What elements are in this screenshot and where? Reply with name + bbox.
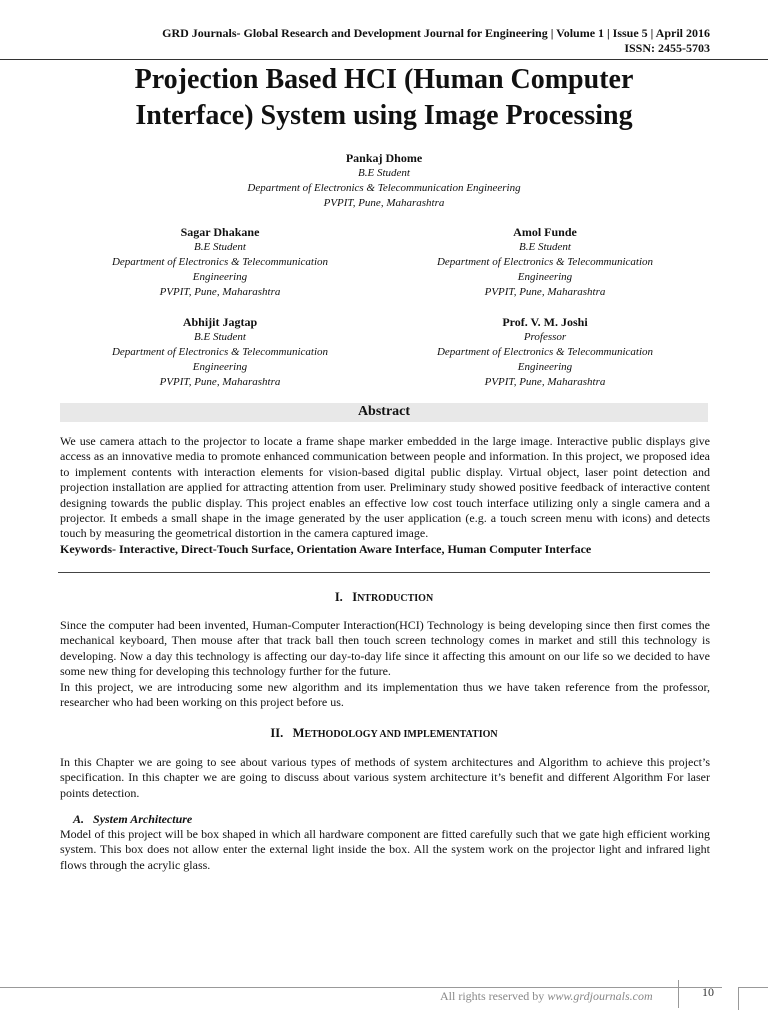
- journal-header: GRD Journals- Global Research and Development Journal for Engineering | Volume 1 | Issue 5 | April 2016: [162, 26, 710, 40]
- author-block-5: [385, 315, 705, 390]
- author-place: PVPIT, Pune, Maharashtra: [484, 376, 606, 388]
- author-place: PVPIT, Pune, Maharashtra: [323, 197, 445, 209]
- author-role: Professor: [523, 331, 567, 343]
- abstract-text: We use camera attach to the projector to locate a frame shape marker embedded in the large image. Interactive public displays give access as an innovative media to promote enhanced communication between people and information. In this project, we proposed idea to implement contents with interaction elements for vision-based digital public display. Virtual object, laser point detection and projection installation are applied for attracting attention from user. Preliminary study showed positive feedback of interactive content designing towards the public display. This project enables an effective low cost touch interface utilizing only a single camera and a projector. It embeds a small shape in the image generated by the user application (e.g. a touch screen menu with icons) and detects touch by measuring the geometrical distortion in the camera captured image.: [60, 434, 710, 541]
- author-block-1: [0, 151, 768, 211]
- abstract-body: [60, 434, 710, 557]
- methodology-body: [60, 755, 710, 801]
- abstract-divider: [58, 572, 710, 573]
- rights-text: All rights reserved by: [440, 989, 548, 1003]
- author-place: PVPIT, Pune, Maharashtra: [159, 376, 281, 388]
- author-name: Sagar Dhakane: [180, 225, 260, 239]
- author-dept: Department of Electronics & Telecommunication: [436, 256, 654, 268]
- section-heading-introduction: [0, 590, 768, 605]
- section-title-rest: ETHODOLOGY AND IMPLEMENTATION: [304, 729, 498, 740]
- author-dept: Department of Electronics & Telecommunication: [436, 346, 654, 358]
- author-role: B.E Student: [519, 241, 571, 253]
- author-block-2: [60, 225, 380, 300]
- author-dept-cont: Engineering: [192, 361, 248, 373]
- subsection-label: A.: [73, 812, 85, 826]
- section-number: I.: [334, 590, 343, 604]
- author-dept: Department of Electronics & Telecommunication Engineering: [247, 182, 521, 194]
- footer-rights: [440, 989, 653, 1004]
- page-corner-decoration: [738, 987, 768, 1010]
- section-heading-methodology: [0, 726, 768, 741]
- author-place: PVPIT, Pune, Maharashtra: [484, 286, 606, 298]
- author-name: Pankaj Dhome: [345, 151, 423, 165]
- subsection-heading: [73, 812, 192, 827]
- keywords-line: Keywords- Interactive, Direct-Touch Surface, Orientation Aware Interface, Human Computer Interface: [60, 541, 592, 556]
- author-block-4: [60, 315, 380, 390]
- author-dept: Department of Electronics & Telecommunication: [111, 256, 329, 268]
- section-title-rest: NTRODUCTION: [357, 593, 434, 604]
- author-block-3: [385, 225, 705, 300]
- header-divider: [0, 59, 768, 60]
- introduction-body: [60, 618, 710, 710]
- author-name: Amol Funde: [513, 225, 577, 239]
- methodology-para-1: In this Chapter we are going to see about various types of methods of system architectures and Algorithm to achieve this project’s specification. In this chapter we are going to discuss about various system architecture it’s benefit and different Algorithm For laser points detection.: [60, 755, 710, 800]
- footer-divider: [0, 987, 722, 988]
- title-line-1: Projection Based HCI (Human Computer: [134, 64, 634, 95]
- author-dept-cont: Engineering: [517, 271, 573, 283]
- author-dept-cont: Engineering: [517, 361, 573, 373]
- author-dept: Department of Electronics & Telecommunication: [111, 346, 329, 358]
- author-role: B.E Student: [358, 167, 410, 179]
- section-cap: I: [352, 590, 358, 604]
- author-dept-cont: Engineering: [192, 271, 248, 283]
- system-architecture-body: [60, 827, 710, 873]
- introduction-para-2: In this project, we are introducing some new algorithm and its implementation thus we have taken reference from the professor, researcher who had been working on this project before us.: [60, 679, 710, 710]
- section-cap: M: [292, 726, 305, 740]
- author-role: B.E Student: [194, 331, 246, 343]
- system-architecture-para: Model of this project will be box shaped in which all hardware component are fitted carefully such that we gate high efficient working system. This box does not allow enter the external light inside the box. All the system work on the projector light and infrared light flows through the acrylic glass.: [60, 827, 710, 872]
- issn-label: ISSN: 2455-5703: [624, 41, 710, 55]
- introduction-para-1: Since the computer had been invented, Human-Computer Interaction(HCI) Technology is being developing since then first comes the mechanical keyboard, Then mouse after that track ball then touch screen technology comes in market and still this technology is developing. Now a day this technology is affecting our day-to-day life since it affecting this amount on our life so we decided to have some new thing for developing this technology further for the future.: [60, 618, 710, 679]
- author-name: Prof. V. M. Joshi: [502, 315, 588, 329]
- abstract-heading: Abstract: [357, 404, 411, 419]
- page-number: 10: [702, 985, 714, 999]
- subsection-title: System Architecture: [93, 812, 193, 826]
- paper-title: [0, 62, 768, 134]
- title-line-2: Interface) System using Image Processing: [135, 100, 633, 131]
- section-number: II.: [270, 726, 284, 740]
- author-place: PVPIT, Pune, Maharashtra: [159, 286, 281, 298]
- journal-website-link[interactable]: www.grdjournals.com: [547, 989, 653, 1003]
- author-role: B.E Student: [194, 241, 246, 253]
- author-name: Abhijit Jagtap: [182, 315, 258, 329]
